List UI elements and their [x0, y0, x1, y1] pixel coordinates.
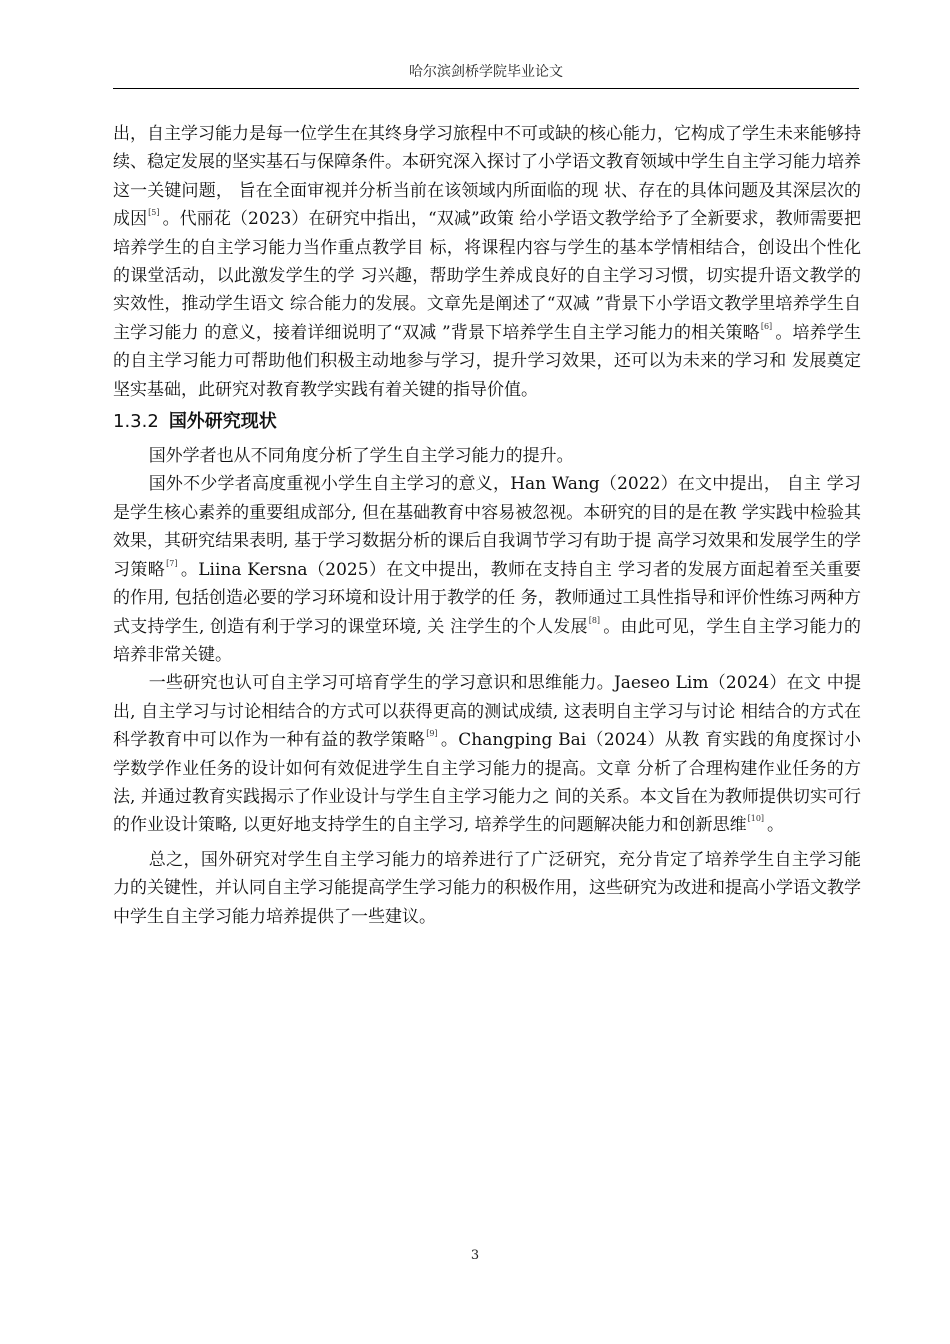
text-run: 。Liina Kersna（2025）在文中提出，教师在支持自主 学习者的发展方面起着至关重要的作用, 包括创造必要的学习环境和设计用于教学的任 务，教师通过工具性指导和评价性练习两种方式支持学生, 创造有利于学习的课堂环境, 关 注学生的个人发展: [113, 559, 862, 637]
text-run: 。: [767, 815, 785, 836]
citation-6: [6]: [760, 321, 773, 331]
text-run: 。代丽花（2023）在研究中指出，“双减”政策 给小学语文教学给予了全新要求，教师需要把培养学生的自主学习能力当作重点教学目 标，将课程内容与学生的基本学情相结合，创设出个性化的课堂活动，以此激发学生的学 习兴趣，帮助学生养成良好的自主学习习惯，切实提升语文教学的实效性，推动学生语文 综合能力的发展。文章先是阐述了“双减 ”背景下小学语文教学里培养学生自主学习能力 的意义，接着详细说明了“双减 ”背景下培养学生自主学习能力的相关策略: [113, 209, 861, 343]
page-number: 3: [470, 1248, 480, 1263]
text-run: 国外不少学者高度重视小学生自主学习的意义，Han Wang（2022）在文中提出， 自主 学习是学生核心素养的重要组成部分, 但在基础教育中容易被忽视。本研究的目的是在教 学实践中检验其效果，其研究结果表明, 基于学习数据分析的课后自我调节学习有助于提 高学习效果和发展学生的学习策略: [113, 474, 861, 580]
running-header: 哈尔滨剑桥学院毕业论文: [409, 64, 563, 80]
document-body: [113, 120, 861, 931]
citation-10: [10]: [747, 814, 765, 824]
citation-7: [7]: [166, 558, 178, 568]
text-run: 出，自主学习能力是每一位学生在其终身学习旅程中不可或缺的核心能力，它构成了学生未来能够持续、稳定发展的坚实基石与保障条件。本研究深入探讨了小学语文教育领域中学生自主学习能力培养这一关键问题， 旨在全面审视并分析当前在该领域内所面临的现 状、存在的具体问题及其深层次的成因: [113, 124, 861, 230]
text-run: 。培养学生 的自主学习能力可帮助他们积极主动地参与学习，提升学习效果，还可以为未来的学习和 发展奠定坚实基础，此研究对教育教学实践有着关键的指导价值。: [113, 322, 862, 400]
section-heading: [113, 407, 861, 437]
citation-5: [5]: [148, 208, 160, 218]
text-run: 。Changping Bai（2024）从教 育实践的角度探讨小学数学作业任务的设计如何有效促进学生自主学习能力的提高。文章 分析了合理构建作业任务的方法, 并通过教育实践揭示了作业设计与学生自主学习能力之 间的关系。本文旨在为教师提供切实可行的作业设计策略, 以更好地支持学生的自主学习, 培养学生的问题解决能力和创新思维: [113, 730, 861, 836]
paragraph-foreign-intro: 国外学者也从不同角度分析了学生自主学习能力的提升。: [148, 446, 574, 467]
section-title: 国外研究现状: [168, 411, 277, 433]
header-rule: [113, 88, 859, 89]
paragraph-summary: 总之，国外研究对学生自主学习能力的培养进行了广泛研究，充分肯定了培养学生自主学习能力的关键性，并认同自主学习能提高学生学习能力的积极作用，这些研究为改进和提高小学语文教学中学生自主学习能力培养提供了一些建议。: [113, 849, 861, 927]
citation-9: [9]: [426, 729, 438, 739]
text-run: 。由此可见，学生自主学习能力的培养非常关键。: [113, 616, 861, 665]
citation-8: [8]: [588, 615, 601, 625]
section-number: 1.3.2: [113, 411, 159, 433]
paragraph-foreign-1: [113, 470, 861, 669]
paragraph-domestic-continued: [113, 120, 861, 404]
text-run: 一些研究也认可自主学习可培育学生的学习意识和思维能力。Jaeseo Lim（2024）在文 中提出, 自主学习与讨论相结合的方式可以获得更高的测试成绩, 这表明自主学习与讨论 相结合的方式在科学教育中可以作为一种有益的教学策略: [113, 673, 861, 751]
paragraph-foreign-2: [113, 669, 861, 839]
